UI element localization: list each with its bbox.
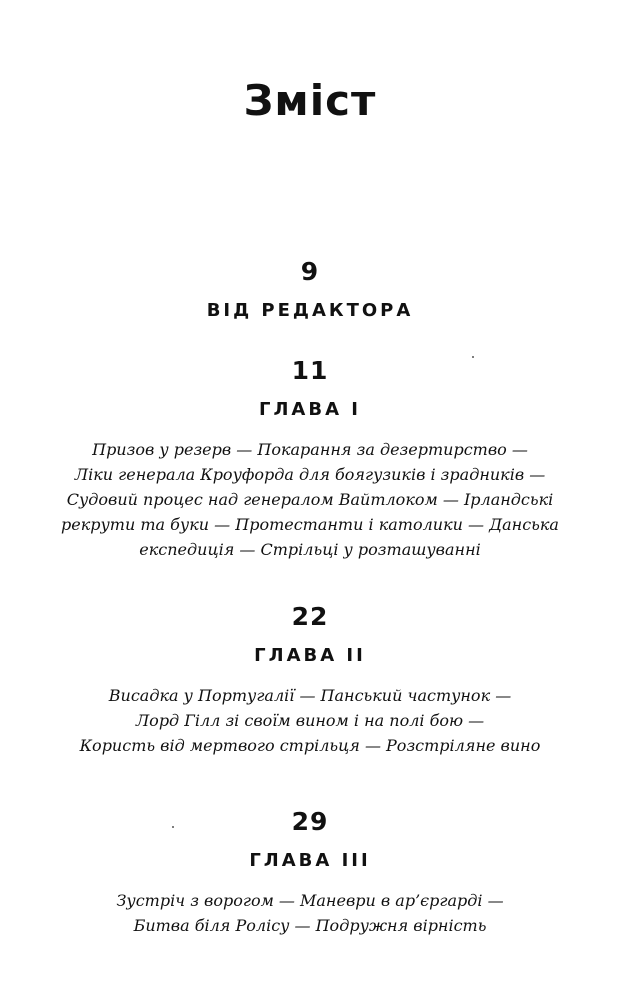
toc-summary-line: Ліки генерала Кроуфорда для боягузиків і зрадників —: [74, 465, 546, 484]
toc-heading: ГЛАВА ІІ: [254, 645, 366, 666]
toc-page-number: 22: [291, 602, 329, 631]
toc-heading: ВІД РЕДАКТОРА: [206, 300, 414, 321]
toc-entry-editor[interactable]: [0, 257, 620, 323]
toc-summary: [0, 437, 620, 562]
toc-page-number: 29: [291, 807, 329, 836]
toc-page-number: 11: [291, 356, 329, 385]
toc-entry-chapter-1[interactable]: [0, 356, 620, 562]
toc-summary-line: Зустріч з ворогом — Маневри в ар’єргарді —: [116, 891, 504, 910]
toc-summary-line: Битва біля Ролісу — Подружня вірність: [133, 916, 487, 935]
toc-summary-line: Судовий процес над генералом Вайтлоком — Ірландські: [66, 490, 554, 509]
toc-summary-line: Висадка у Португалії — Панський частунок —: [108, 686, 512, 705]
toc-summary-line: експедиція — Стрільці у розташуванні: [139, 540, 481, 559]
scan-speck: [472, 356, 474, 358]
page-title: Зміст: [243, 76, 377, 125]
toc-heading: ГЛАВА ІІІ: [249, 850, 371, 871]
toc-summary: [0, 683, 620, 758]
toc-summary: [0, 888, 620, 938]
toc-summary-line: Призов у резерв — Покарання за дезертирство —: [92, 440, 528, 459]
toc-entry-chapter-3[interactable]: [0, 807, 620, 938]
toc-summary-line: рекрути та буки — Протестанти і католики — Данська: [61, 515, 559, 534]
toc-summary-line: Користь від мертвого стрільця — Розстріляне вино: [79, 736, 541, 755]
toc-page-number: 9: [300, 257, 320, 286]
toc-heading: ГЛАВА І: [259, 399, 361, 420]
toc-entry-chapter-2[interactable]: [0, 602, 620, 758]
scan-speck: [172, 826, 174, 828]
toc-summary-line: Лорд Гілл зі своїм вином і на полі бою —: [135, 711, 485, 730]
